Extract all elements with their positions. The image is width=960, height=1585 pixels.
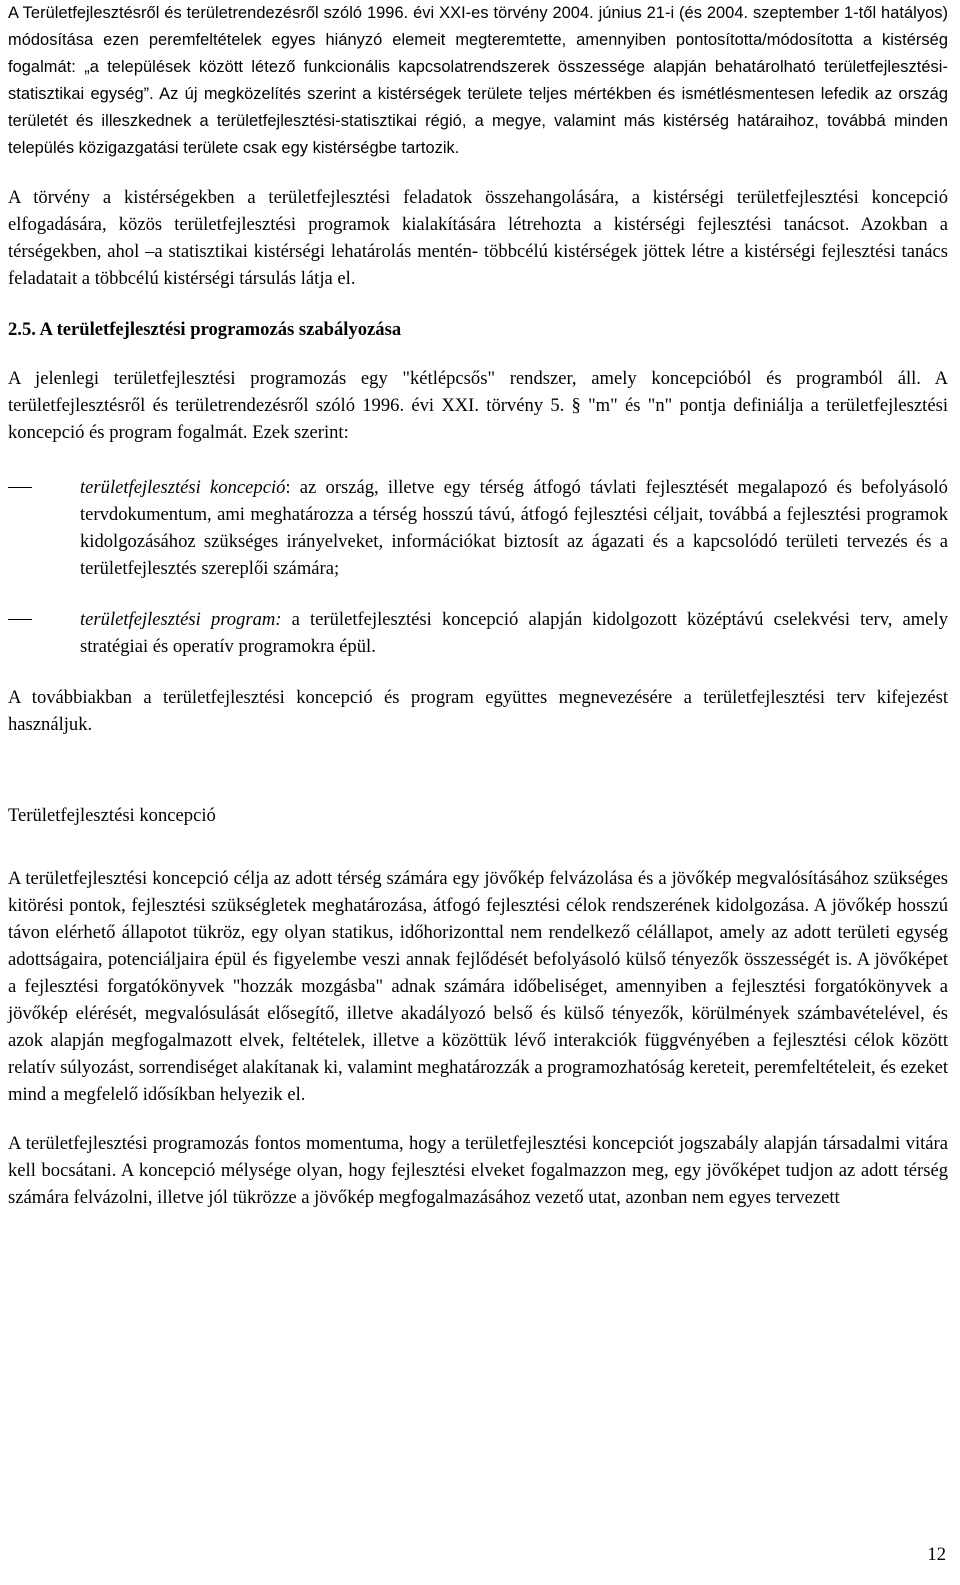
section-heading: 2.5. A területfejlesztési programozás szabályozása	[8, 319, 402, 340]
paragraph-public-debate: A területfejlesztési programozás fontos momentuma, hogy a területfejlesztési koncepciót jogszabály alapján társadalmi vitára kell bocsátani. A koncepció mélysége olyan, hogy fejlesztési elveket fogalmazzon meg, egy jövőképet tudjon az adott térség számára felvázolni, illetve jól tükrözze a jövőkép megfogalmazásához vezető utat, azonban nem egyes tervezett	[8, 1133, 948, 1208]
paragraph-two-step-system: A jelenlegi területfejlesztési programozás egy "kétlépcsős" rendszer, amely koncepcióból és programból áll. A területfejlesztésről és területrendezésről szóló 1996. évi XXI. törvény 5. § "m" és "n" pontja definiálja a területfejlesztési koncepció és program fogalmát. Ezek szerint:	[8, 368, 948, 443]
subheading: Területfejlesztési koncepció	[8, 805, 216, 826]
paragraph-terminology: A továbbiakban a területfejlesztési koncepció és program együttes megnevezésére a területfejlesztési terv kifejezést használjuk.	[8, 687, 948, 735]
definition-term: területfejlesztési koncepció	[80, 477, 286, 498]
definition-term: területfejlesztési program:	[80, 609, 282, 630]
definition-program-text	[80, 606, 948, 660]
dash-marker	[8, 487, 32, 488]
page-number: 12	[927, 1544, 946, 1565]
intro-paragraph: A Területfejlesztésről és területrendezésről szóló 1996. évi XXI-es törvény 2004. június 21-i (és 2004. szeptember 1-től hatályos) módosítása ezen peremfeltételek egyes hiányzó elemeit megteremtette, amennyiben pontosította/módosította a kistérség fogalmát: „a települések között létező funkcionális kapcsolatrendszerek összessége alapján behatárolható területfejlesztési-statisztikai egység”. Az új megközelítés szerint a kistérségek területe teljes mértékben és ismétlésmentesen lefedik az ország területét és illeszkednek a területfejlesztési-statisztikai régió, a megye, valamint más kistérség határaihoz, továbbá minden település közigazgatási területe csak egy kistérségbe tartozik.	[8, 4, 948, 157]
paragraph-concept-goal: A területfejlesztési koncepció célja az adott térség számára egy jövőkép felvázolása és a jövőkép megvalósításához szükséges kitörési pontok, fejlesztési szükségletek meghatározása, átfogó fejlesztési célok rendszerének kidolgozása. A jövőkép hosszú távon elérhető állapotot tükröz, egy olyan statikus, időhorizonttal nem rendelkező célállapot, amely az adott területi egység adottságaira, potenciáljaira épül és figyelembe veszi annak fejlődését befolyásoló külső tényezők összességét is. A jövőképet a fejlesztési forgatókönyvek "hozzák mozgásba" adnak számára időbeliséget, amennyiben a fejlesztési forgatókönyvek a jövőkép elérését, megvalósulását elősegítő, illetve akadályozó belső és külső tényezők, körülmények számbavételével, és azok alapján megfogalmazott elvek, feltételek, illetve a közöttük lévő interakciók függvényében a fejlesztési célok között relatív súlyozást, sorrendiséget alakítanak ki, valamint meghatározzák a programozhatóság kereteit, peremfeltételeit, és ezeket mind a megfelelő idősíkban helyezik el.	[8, 868, 948, 1105]
paragraph-council: A törvény a kistérségekben a területfejlesztési feladatok összehangolására, a kistérségi területfejlesztési koncepció elfogadására, közös területfejlesztési programok kialakítására létrehozta a kistérségi fejlesztési tanácsot. Azokban a térségekben, ahol –a statisztikai kistérségi lehatárolás mentén- többcélú kistérségek jöttek létre a kistérségi fejlesztési tanács feladatait a többcélú kistérségi társulás látja el.	[8, 187, 948, 289]
dash-marker	[8, 619, 32, 620]
definition-body: : az ország, illetve egy térség átfogó távlati fejlesztését megalapozó és befolyásoló tervdokumentum, ami meghatározza a térség hosszú távú, átfogó fejlesztési céljait, továbbá a fejlesztési programok kidolgozásához szükséges irányelveket, információkat biztosít az ágazati és a kapcsolódó területi tervezés és a területfejlesztés szereplői számára;	[80, 477, 948, 579]
definition-item-concept	[8, 474, 948, 582]
definition-item-program	[8, 606, 948, 660]
definition-concept-text	[80, 474, 948, 582]
document-page	[8, 0, 948, 1211]
definition-body: a területfejlesztési koncepció alapján kidolgozott középtávú cselekvési terv, amely stratégiai és operatív programokra épül.	[80, 609, 948, 657]
